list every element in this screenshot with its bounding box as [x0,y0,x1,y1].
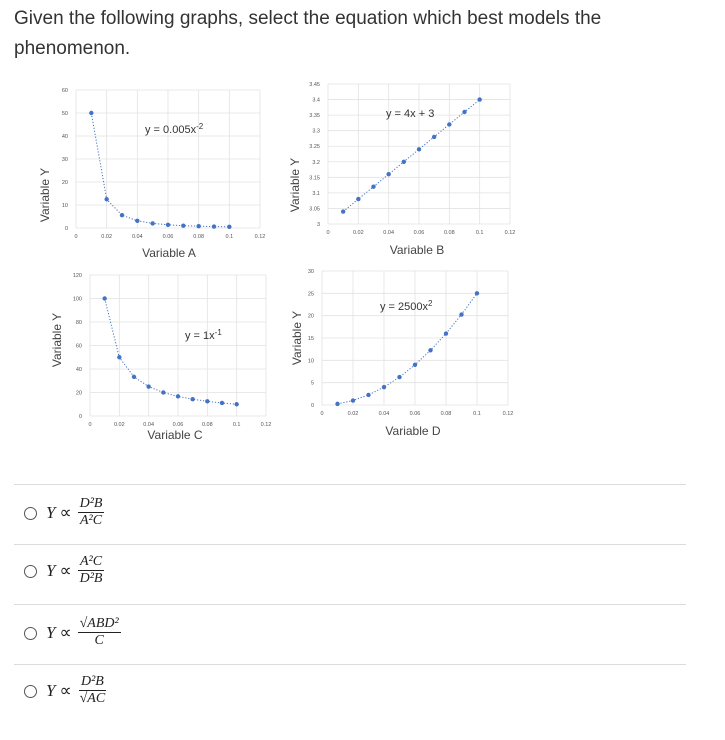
data-point [444,331,448,335]
y-tick-label: 60 [75,343,82,350]
radio-button[interactable] [24,507,37,520]
x-tick-label: 0 [326,230,330,236]
chart-a-xlabel: Variable A [142,246,196,260]
x-tick-label: 0.08 [201,422,213,428]
chart-b-svg [284,80,534,270]
chart-c-equation-base: y = 1x [185,330,215,342]
equation-lhs: Y [46,622,56,642]
y-tick-label: 0 [64,226,68,232]
answer-option-1[interactable] [14,484,686,543]
chart-a-equation-base: y = 0.005x [145,124,197,136]
data-point [150,221,154,225]
chart-d-svg [284,262,534,452]
y-tick-label: 100 [72,296,82,303]
chart-d-equation-base: y = 2500x [380,301,429,313]
equation [46,554,104,587]
fraction [78,616,121,649]
x-tick-label: 0.02 [352,230,364,236]
x-tick-label: 0.02 [101,234,113,240]
chart-d-xlabel: Variable D [385,424,441,438]
equation-lhs: Y [46,560,56,580]
equation-lhs: Y [46,680,56,700]
y-tick-label: 3.3 [312,128,320,135]
x-tick-label: 0.12 [504,230,516,236]
radio-button[interactable] [24,685,37,698]
data-point [417,147,421,151]
y-tick-label: 80 [75,320,82,326]
chart-a-equation-exp: -2 [196,122,204,131]
y-tick-label: 3.4 [312,97,320,104]
data-point [220,401,224,405]
data-point [475,291,479,295]
y-tick-label: 3.35 [309,113,320,120]
y-tick-label: 3.15 [309,175,320,182]
x-tick-label: 0.04 [143,422,155,428]
data-point [366,393,370,397]
data-point [447,122,451,126]
numerator: √ABD² [79,616,119,631]
x-tick-label: 0.12 [502,411,514,417]
radio-button[interactable] [24,627,37,640]
data-point [477,97,481,101]
equation [46,674,107,707]
y-tick-label: 120 [72,273,82,279]
chart-b-equation [386,108,434,120]
data-point [462,110,466,114]
y-tick-label: 20 [61,180,68,186]
data-point [117,355,121,359]
data-point [356,197,360,201]
x-tick-label: 0.12 [254,234,266,240]
y-tick-label: 40 [75,367,82,373]
y-tick-label: 3.1 [312,190,320,197]
x-tick-label: 0.06 [172,422,184,428]
y-tick-label: 5 [310,380,314,387]
x-tick-label: 0.08 [440,411,452,417]
y-tick-label: 3.05 [309,206,320,213]
data-point [161,390,165,394]
chart-c-equation-exp: -1 [214,328,222,337]
data-point [176,394,180,398]
answer-option-4[interactable] [14,664,686,723]
data-point [234,402,238,406]
chart-c-equation [185,328,222,342]
chart-b-xlabel: Variable B [389,243,445,257]
proportional-symbol: ∝ [59,560,72,580]
x-tick-label: 0.06 [409,411,421,417]
chart-c-plot [73,273,272,428]
equation-lhs: Y [46,502,56,522]
x-tick-label: 0.1 [232,422,241,428]
chart-b-ylabel: Variable Y [288,157,302,213]
y-tick-label: 15 [307,336,314,342]
fraction [78,554,105,587]
data-point [166,223,170,227]
proportional-symbol: ∝ [59,680,72,700]
data-point [146,384,150,388]
data-point [402,160,406,164]
chart-d-equation-exp: 2 [428,299,433,308]
y-tick-label: 30 [61,157,68,163]
x-tick-label: 0 [74,234,78,240]
x-tick-label: 0 [320,411,324,417]
chart-variable-c [44,268,284,458]
data-point [132,375,136,379]
data-point [432,135,436,139]
data-point [104,197,108,201]
chart-b-plot [309,82,515,236]
chart-variable-b [284,80,534,270]
data-point [135,219,139,223]
chart-a-equation [145,122,204,136]
data-point [341,209,345,213]
y-tick-label: 0 [310,403,314,409]
y-tick-label: 3.25 [309,144,320,151]
denominator: D²B [79,571,103,586]
fraction [78,496,105,529]
data-point [181,223,185,227]
answer-option-2[interactable] [14,544,686,603]
x-tick-label: 0.04 [383,230,395,236]
data-point [120,213,124,217]
data-point [397,375,401,379]
data-point [190,397,194,401]
y-tick-label: 3.45 [309,82,320,88]
x-tick-label: 0.08 [443,230,455,236]
equation [46,616,121,649]
x-tick-label: 0.1 [475,230,484,236]
equation [46,496,104,529]
denominator: C [94,633,104,648]
numerator: A²C [80,554,103,569]
numerator: D²B [79,496,103,511]
y-tick-label: 40 [61,134,68,140]
y-tick-label: 10 [307,358,314,365]
data-point [382,385,386,389]
y-tick-label: 30 [307,269,314,275]
y-tick-label: 20 [307,313,314,320]
fraction [78,674,108,707]
x-tick-label: 0.06 [413,230,425,236]
y-tick-label: 50 [61,111,68,117]
data-point [212,224,216,228]
y-tick-label: 10 [61,203,68,209]
y-tick-label: 3.2 [312,159,320,166]
data-point [386,172,390,176]
data-point [428,348,432,352]
y-tick-label: 3 [316,222,320,228]
y-tick-label: 60 [61,88,68,94]
chart-c-xlabel: Variable C [147,428,203,442]
chart-d-plot [308,269,513,417]
chart-b-equation-base: y = 4x + 3 [386,108,435,120]
x-tick-label: 0.04 [378,411,390,417]
data-point [227,225,231,229]
proportional-symbol: ∝ [59,622,72,642]
denominator: √AC [79,691,106,706]
denominator: A²C [80,513,103,528]
chart-c-ylabel: Variable Y [50,312,64,368]
chart-a-svg [30,80,280,270]
x-tick-label: 0.12 [260,422,272,428]
radio-button[interactable] [24,565,37,578]
numerator: D²B [80,674,104,689]
question-text: Given the following graphs, select the equation which best models the phenomenon. [14,8,602,59]
answer-option-3[interactable] [14,604,686,663]
chart-variable-d [284,262,534,452]
x-tick-label: 0.02 [347,411,359,417]
y-tick-label: 25 [307,291,314,298]
chart-variable-a [30,80,280,270]
data-point [413,363,417,367]
y-tick-label: 20 [75,390,82,397]
x-tick-label: 0.02 [113,422,125,428]
chart-d-equation [380,299,433,313]
trendline [105,299,237,405]
data-point [196,224,200,228]
chart-a-plot [62,88,265,240]
x-tick-label: 0.04 [131,234,143,240]
chart-d-ylabel: Variable Y [290,310,304,366]
y-tick-label: 0 [78,414,82,420]
data-point [351,398,355,402]
data-point [335,402,339,406]
chart-c-svg [44,268,284,458]
data-point [459,312,463,316]
chart-a-ylabel: Variable Y [38,167,52,223]
x-tick-label: 0.08 [193,234,205,240]
data-point [89,111,93,115]
x-tick-label: 0 [88,422,92,428]
data-point [205,399,209,403]
x-tick-label: 0.1 [473,411,481,417]
x-tick-label: 0.1 [225,234,234,240]
data-point [371,184,375,188]
proportional-symbol: ∝ [59,502,72,522]
data-point [102,296,106,300]
x-tick-label: 0.06 [162,234,174,240]
